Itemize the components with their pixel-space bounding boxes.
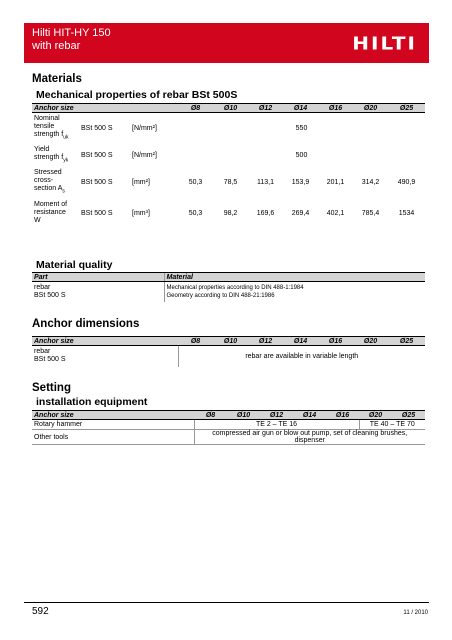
merged-value-cell: 550 — [295, 124, 308, 132]
title-line-1: Hilti HIT-HY 150 — [32, 27, 111, 39]
other-tools-label: Other tools — [32, 430, 194, 445]
installation-equipment-table — [32, 410, 425, 445]
other-tools-value: compressed air gun or blow out pump, set of cleaning brushes, dispenser — [194, 430, 425, 445]
value-cell: 490,9 — [397, 178, 416, 186]
value-cell: 785,4 — [361, 209, 380, 217]
value-cell: 50,3 — [188, 178, 203, 186]
table-header-row — [32, 411, 425, 420]
part-cell — [32, 282, 164, 302]
logo-text: HILTI — [352, 32, 417, 54]
part-cell — [32, 346, 178, 367]
table-row — [32, 430, 425, 445]
table-row — [32, 167, 425, 198]
row-label-line: cross- — [34, 176, 54, 184]
footer-divider — [24, 602, 429, 603]
row-label-sub: s — [62, 188, 65, 195]
part-line: BSt 500 S — [34, 356, 66, 364]
unit-cell: [N/mm²] — [132, 124, 157, 132]
row-label-line: Nominal — [34, 115, 60, 123]
size-header: Ø25 — [388, 337, 425, 346]
row-label-line — [34, 131, 77, 141]
page-number: 592 — [32, 606, 49, 617]
anchor-size-header: Anchor size — [32, 411, 194, 420]
row-label-line: Stressed — [34, 168, 62, 176]
row-label-text: strength f — [34, 153, 64, 161]
size-header: Ø10 — [213, 104, 248, 113]
grade-cell: BSt 500 S — [81, 124, 113, 132]
row-label — [32, 113, 79, 144]
size-header: Ø12 — [260, 411, 293, 420]
title-line-2: with rebar — [32, 40, 81, 52]
size-header: Ø16 — [318, 104, 353, 113]
row-label-text: section A — [34, 184, 63, 192]
material-cell — [164, 282, 425, 302]
document-title — [32, 27, 111, 53]
size-header: Ø14 — [283, 104, 318, 113]
value-cell: 1534 — [398, 209, 415, 217]
size-header: Ø20 — [359, 411, 392, 420]
size-header: Ø14 — [283, 337, 318, 346]
size-header: Ø12 — [248, 337, 283, 346]
value-cell: 153,9 — [291, 178, 310, 186]
unit-cell: [N/mm²] — [132, 151, 157, 159]
rotary-hammer-small: TE 2 – TE 16 — [194, 420, 359, 430]
size-header: Ø8 — [178, 337, 213, 346]
value-cell: 314,2 — [361, 178, 380, 186]
table-header-row — [32, 273, 425, 282]
part-header: Part — [32, 273, 164, 282]
row-label-sub: yk — [63, 157, 69, 164]
size-header: Ø25 — [388, 104, 425, 113]
table-row — [32, 113, 425, 144]
material-header: Material — [164, 273, 425, 282]
materials-heading: Materials — [32, 73, 82, 85]
value-cell: 98,2 — [223, 209, 238, 217]
table-row — [32, 420, 425, 430]
size-header: Ø14 — [293, 411, 326, 420]
size-header: Ø12 — [248, 104, 283, 113]
part-line: BSt 500 S — [34, 291, 66, 299]
mechanical-properties-table — [32, 103, 425, 229]
row-label-line: Yield — [34, 145, 50, 153]
value-cell: 201,1 — [326, 178, 345, 186]
part-line: rebar — [34, 348, 51, 356]
table-row — [32, 198, 425, 229]
installation-equipment-heading: installation equipment — [36, 396, 148, 408]
row-label-line: W — [34, 217, 41, 224]
anchor-dimensions-heading: Anchor dimensions — [32, 318, 140, 330]
material-quality-table — [32, 272, 425, 302]
unit-cell: [mm²] — [132, 178, 150, 186]
table-row — [32, 346, 425, 367]
mechanical-properties-heading: Mechanical properties of rebar BSt 500S — [36, 89, 238, 101]
table-header-row — [32, 337, 425, 346]
anchor-dimensions-table — [32, 336, 425, 367]
hilti-logo — [352, 34, 417, 52]
length-note-cell: rebar are available in variable length — [178, 346, 425, 367]
table-row — [32, 144, 425, 167]
row-label-line — [34, 185, 77, 195]
row-label — [32, 144, 79, 167]
row-label-line — [34, 154, 77, 164]
size-header: Ø8 — [178, 104, 213, 113]
grade-cell: BSt 500 S — [81, 178, 113, 186]
part-line: rebar — [34, 283, 51, 291]
rotary-hammer-large: TE 40 – TE 70 — [359, 420, 425, 430]
size-header: Ø8 — [194, 411, 227, 420]
value-cell: 113,1 — [257, 178, 274, 186]
value-cell: 78,5 — [223, 178, 238, 186]
size-header: Ø16 — [318, 337, 353, 346]
size-header: Ø20 — [353, 104, 388, 113]
anchor-size-header: Anchor size — [32, 337, 178, 346]
material-quality-heading: Material quality — [36, 259, 113, 271]
grade-cell: BSt 500 S — [81, 209, 113, 217]
row-label-line: Moment of — [34, 201, 68, 208]
rotary-hammer-label: Rotary hammer — [32, 420, 194, 430]
row-label-sub: uk — [63, 134, 69, 141]
edition-date: 11 / 2010 — [403, 610, 428, 616]
size-header: Ø20 — [353, 337, 388, 346]
size-header: Ø10 — [227, 411, 260, 420]
value-cell: 269,4 — [291, 209, 310, 217]
unit-cell: [mm³] — [132, 209, 150, 217]
grade-cell: BSt 500 S — [81, 151, 113, 159]
merged-value-cell: 500 — [295, 151, 308, 159]
value-cell: 50,3 — [188, 209, 203, 217]
value-cell: 169,6 — [256, 209, 275, 217]
row-label — [32, 167, 79, 198]
setting-heading: Setting — [32, 382, 71, 394]
row-label-line: resistance — [34, 209, 66, 216]
material-line: Geometry according to DIN 488-21:1986 — [166, 292, 275, 299]
anchor-size-header: Anchor size — [32, 104, 178, 113]
table-header-row — [32, 104, 425, 113]
size-header: Ø16 — [326, 411, 359, 420]
row-label-text: strength f — [34, 131, 64, 139]
material-line: Mechanical properties according to DIN 488-1:1984 — [166, 284, 304, 291]
header-bar — [24, 23, 429, 63]
row-label-line: tensile — [34, 123, 55, 131]
table-row — [32, 282, 425, 302]
value-cell: 402,1 — [326, 209, 345, 217]
size-header: Ø25 — [392, 411, 425, 420]
size-header: Ø10 — [213, 337, 248, 346]
row-label — [32, 198, 79, 229]
